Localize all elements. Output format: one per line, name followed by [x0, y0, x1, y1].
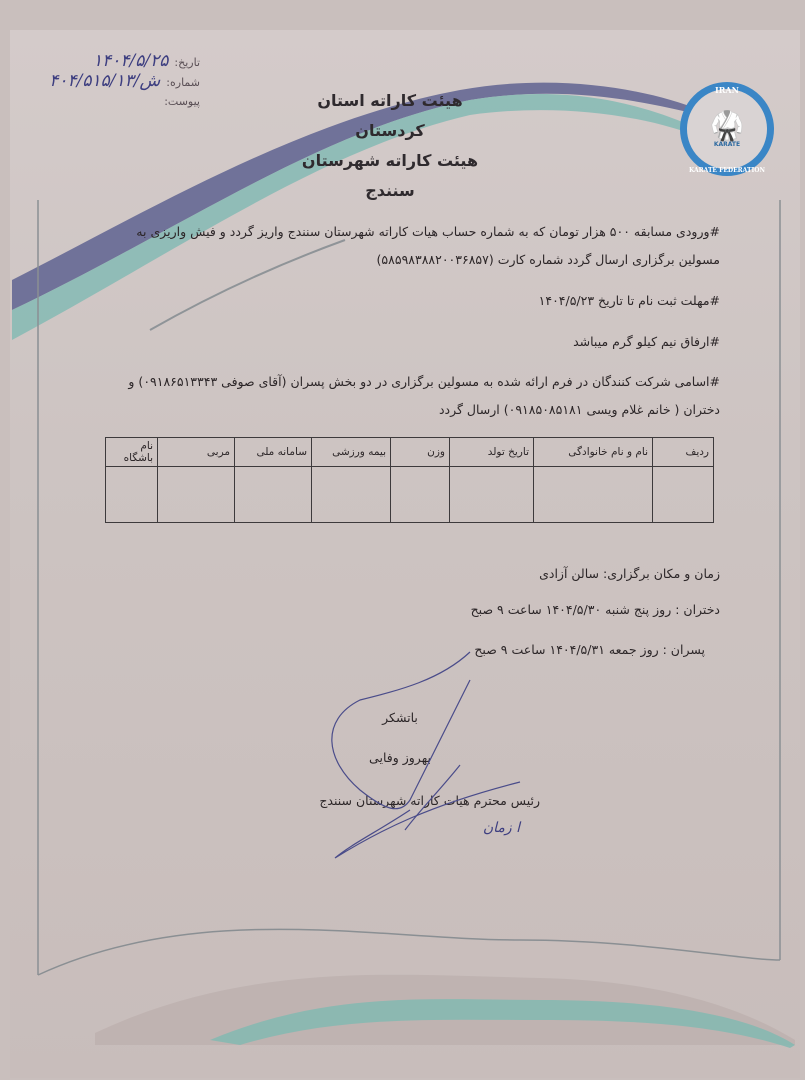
participants-line-2: دختران ( خانم غلام ویسی ۰۹۱۸۵۰۸۵۱۸۱) ارسال گردد	[438, 402, 720, 417]
boys-schedule-line: پسران : روز جمعه ۱۴۰۴/۵/۳۱ ساعت ۹ صبح	[474, 642, 705, 657]
girls-schedule-line: دختران : روز پنج شنبه ۱۴۰۴/۵/۳۰ ساعت ۹ صبح	[470, 602, 720, 617]
karate-figure-icon: 🥋	[709, 108, 745, 142]
attachment-label: پیوست:	[164, 95, 200, 108]
col-weight: وزن	[391, 438, 450, 467]
logo-top-text: IRAN	[715, 85, 739, 95]
thanks-text: باتشکر	[382, 710, 418, 725]
number-label: شماره:	[166, 76, 200, 89]
col-sport-insurance: بیمه ورزشی	[312, 438, 391, 467]
weight-allowance-line: #ارفاق نیم کیلو گرم میباشد	[573, 334, 720, 349]
logo-center-text: KARATE	[713, 140, 741, 148]
col-national-system: سامانه ملی	[235, 438, 312, 467]
venue-line: زمان و مکان برگزاری: سالن آزادی	[539, 566, 720, 581]
letterhead-province: هیئت کاراته استان کردستان	[317, 91, 463, 140]
handwritten-note: ا زمان	[482, 820, 520, 836]
number-value: ۴۰۴/۵۱۵/ش/۱۳	[49, 71, 161, 91]
signatory-name: بهروز وفایی	[369, 750, 431, 765]
fee-line-2: مسولین برگزاری ارسال گردد شماره کارت (۵۸۵۹۸۳۸۸۲۰۰۳۶۸۵۷)	[376, 252, 720, 267]
col-row-number: ردیف	[653, 438, 714, 467]
date-value: ۱۴۰۴/۵/۲۵	[93, 51, 169, 71]
deadline-line: #مهلت ثبت نام تا تاریخ ۱۴۰۴/۵/۲۳	[538, 293, 720, 308]
logo-bottom-text: KARATE FEDERATION	[689, 167, 765, 174]
letterhead-city: هیئت کاراته شهرستان سنندج	[301, 151, 479, 200]
col-coach: مربی	[158, 438, 235, 467]
col-birth-date: تاریخ تولد	[450, 438, 534, 467]
fee-line-1: #ورودی مسابقه ۵۰۰ هزار تومان که به شماره حساب هیات کاراته شهرستان سنندج واریز گردد و فیش واریزی به	[136, 224, 720, 239]
participants-line-1: #اسامی شرکت کنندگان در فرم ارائه شده به مسولین برگزاری در دو بخش پسران (آقای صوفی ۰۹۱۸۶۵۱۳۳۴۳) و	[128, 374, 720, 389]
date-label: تاریخ:	[174, 56, 200, 69]
signatory-title: رئیس محترم هیات کاراته شهرستان سنندج	[319, 793, 540, 808]
col-full-name: نام و نام خانوادگی	[534, 438, 653, 467]
col-club-name: نام باشگاه	[106, 438, 158, 467]
